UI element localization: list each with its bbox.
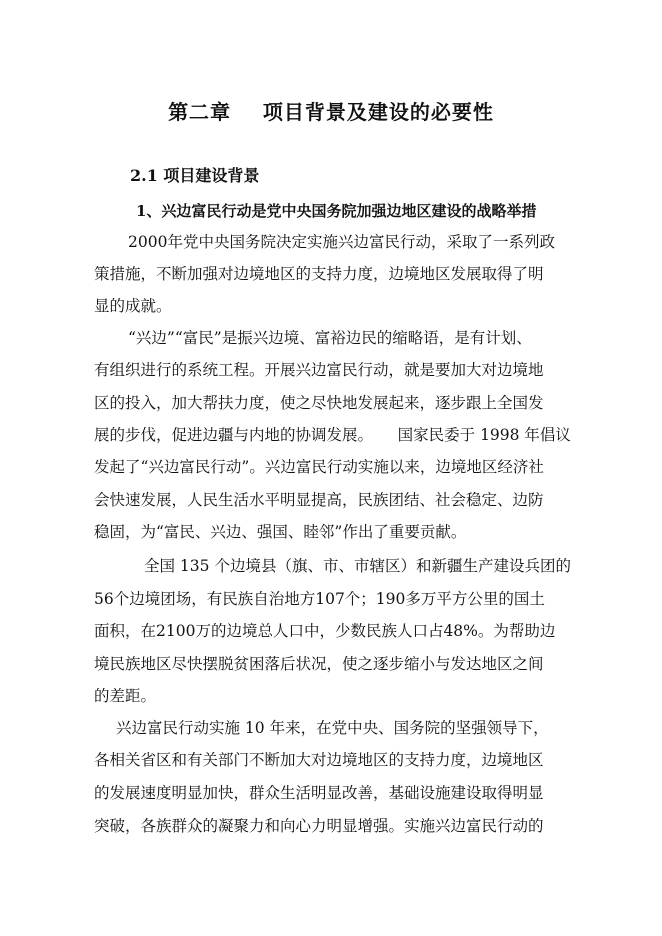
paragraph-line: 兴边富民行动实施 10 年来，在党中央、国务院的坚强领导下， [116, 719, 549, 737]
paragraph-line: 的差距。 [94, 687, 157, 705]
paragraph-line: 2000年党中央国务院决定实施兴边富民行动，采取了一系列政 [128, 233, 555, 251]
paragraph-line: 突破，各族群众的凝聚力和向心力明显增强。实施兴边富民行动的 [94, 817, 544, 835]
sub-heading: 1、兴边富民行动是党中央国务院加强边地区建设的战略举措 [136, 202, 537, 220]
paragraph-line: 的发展速度明显加快，群众生活明显改善，基础设施建设取得明显 [94, 784, 544, 802]
section-heading: 2.1 项目建设背景 [130, 166, 260, 185]
paragraph-line: 会快速发展，人民生活水平明显提高，民族团结、社会稳定、边防 [94, 491, 544, 509]
paragraph-line: 56个边境团场，有民族自治地方107个；190多万平方公里的国土 [94, 590, 545, 608]
paragraph-line: 面积，在2100万的边境总人口中，少数民族人口占48%。为帮助边 [94, 622, 556, 640]
paragraph-line: 策措施，不断加强对边境地区的支持力度，边境地区发展取得了明 [94, 265, 544, 283]
paragraph-line: 区的投入，加大帮扶力度，使之尽快地发展起来，逐步跟上全国发 [94, 394, 544, 412]
paragraph-line: 境民族地区尽快摆脱贫困落后状况，使之逐步缩小与发达地区之间 [94, 655, 544, 673]
paragraph-line: 各相关省区和有关部门不断加大对边境地区的支持力度，边境地区 [94, 751, 544, 769]
paragraph-line: 有组织进行的系统工程。开展兴边富民行动，就是要加大对边境地 [94, 361, 544, 379]
paragraph-line: 全国 135 个边境县（旗、市、市辖区）和新疆生产建设兵团的 [144, 557, 571, 575]
paragraph-line: “兴边”“富民”是振兴边境、富裕边民的缩略语，是有计划、 [128, 329, 532, 347]
chapter-title: 第二章 项目背景及建设的必要性 [168, 100, 494, 124]
paragraph-line: 发起了“兴边富民行动”。兴边富民行动实施以来，边境地区经济社 [94, 458, 544, 476]
paragraph-line: 展的步伐，促进边疆与内地的协调发展。 国家民委于 1998 年倡议 [94, 426, 571, 444]
paragraph-line: 显的成就。 [94, 297, 172, 315]
paragraph-line: 稳固，为“富民、兴边、强国、睦邻”作出了重要贡献。 [94, 523, 467, 541]
